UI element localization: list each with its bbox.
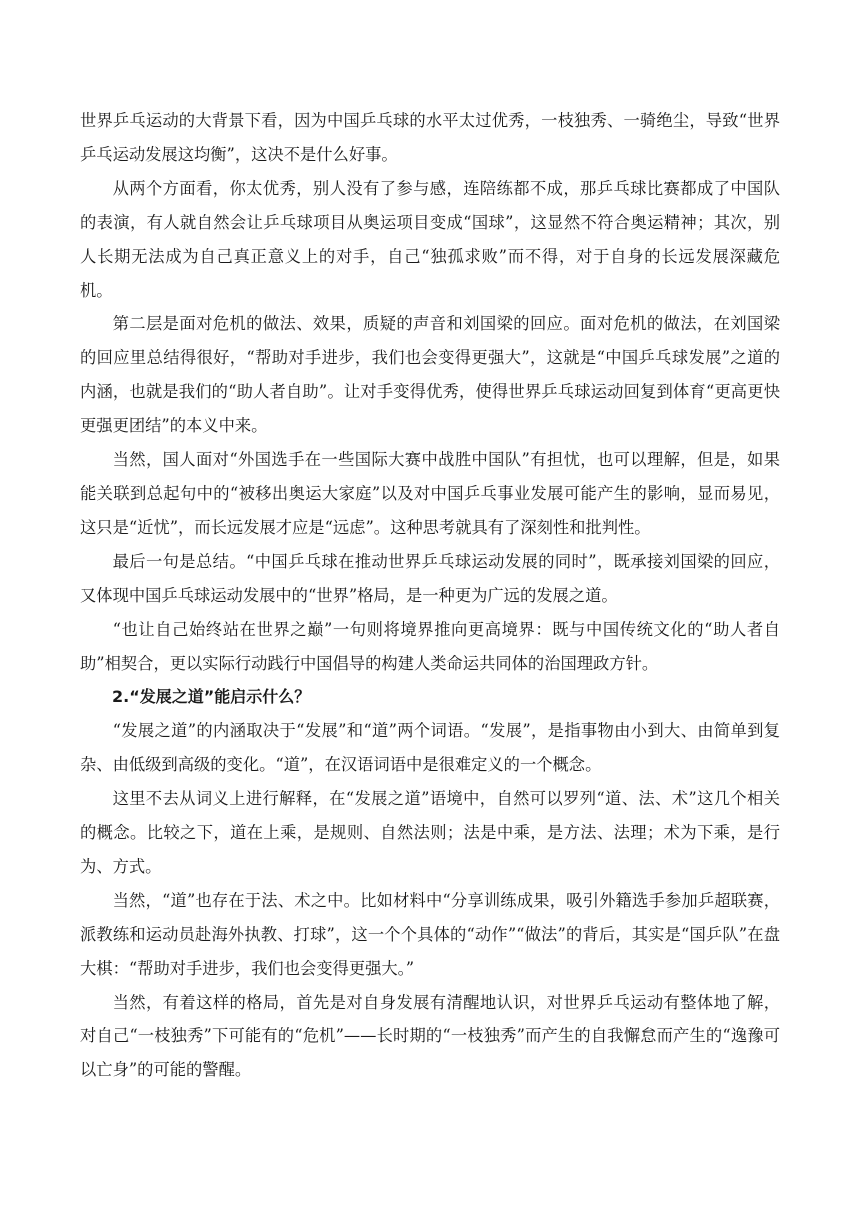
paragraph: 从两个方面看，你太优秀，别人没有了参与感，连陪练都不成，那乒乓球比赛都成了中国队的表演，有人就自然会让乒乓球项目从奥运项目变成“国球”，这显然不符合奥运精神；其次，别人长期无法成为自己真正意义上的对手，自己“独孤求败”而不得，对于自身的长远发展深藏危机。 (80, 178, 780, 300)
paragraph: 第二层是面对危机的做法、效果，质疑的声音和刘国梁的回应。面对危机的做法，在刘国梁的回应里总结得很好，“帮助对手进步，我们也会变得更强大”，这就是“中国乒乓球发展”之道的内涵，也就是我们的“助人者自助”。让对手变得优秀，使得世界乒乓球运动回复到体育“更高更快更强更团结”的本义中来。 (80, 314, 780, 436)
section-heading: 2.“发展之道”能启示什么？ (112, 687, 311, 707)
paragraph: 世界乒乓运动的大背景下看，因为中国乒乓球的水平太过优秀，一枝独秀、一骑绝尘，导致“世界乒乓运动发展这均衡”，这决不是什么好事。 (80, 111, 780, 164)
paragraph: 当然，有着这样的格局，首先是对自身发展有清醒地认识，对世界乒乓运动有整体地了解，对自己“一枝独秀”下可能有的“危机”——长时期的“一枝独秀”而产生的自我懈怠而产生的“逸豫可以亡身”的可能的警醒。 (80, 992, 780, 1080)
paragraph: 最后一句是总结。“中国乒乓球在推动世界乒乓球运动发展的同时”，既承接刘国梁的回应，又体现中国乒乓球运动发展中的“世界”格局，是一种更为广远的发展之道。 (80, 551, 780, 605)
paragraph: “发展之道”的内涵取决于“发展”和“道”两个词语。“发展”，是指事物由小到大、由简单到复杂、由低级到高级的变化。“道”，在汉语词语中是很难定义的一个概念。 (80, 721, 780, 775)
paragraph: 当然，“道”也存在于法、术之中。比如材料中“分享训练成果，吸引外籍选手参加乒超联赛，派教练和运动员赴海外执教、打球”，这一个个具体的“动作”“做法”的背后，其实是“国乒队”在盘大棋：“帮助对手进步，我们也会变得更强大。” (80, 890, 780, 978)
document-page (80, 104, 780, 1087)
paragraph: 当然，国人面对“外国选手在一些国际大赛中战胜中国队”有担忧，也可以理解，但是，如果能关联到总起句中的“被移出奥运大家庭”以及对中国乒乓事业发展可能产生的影响，显而易见，这只是“近忧”，而长远发展才应是“远虑”。这种思考就具有了深刻性和批判性。 (80, 450, 780, 537)
paragraph: “也让自己始终站在世界之巅”一句则将境界推向更高境界：既与中国传统文化的“助人者自助”相契合，更以实际行动践行中国倡导的构建人类命运共同体的治国理政方针。 (80, 619, 780, 673)
paragraph: 这里不去从词义上进行解释，在“发展之道”语境中，自然可以罗列“道、法、术”这几个相关的概念。比较之下，道在上乘，是规则、自然法则；法是中乘，是方法、法理；术为下乘，是行为、方式。 (80, 789, 780, 876)
